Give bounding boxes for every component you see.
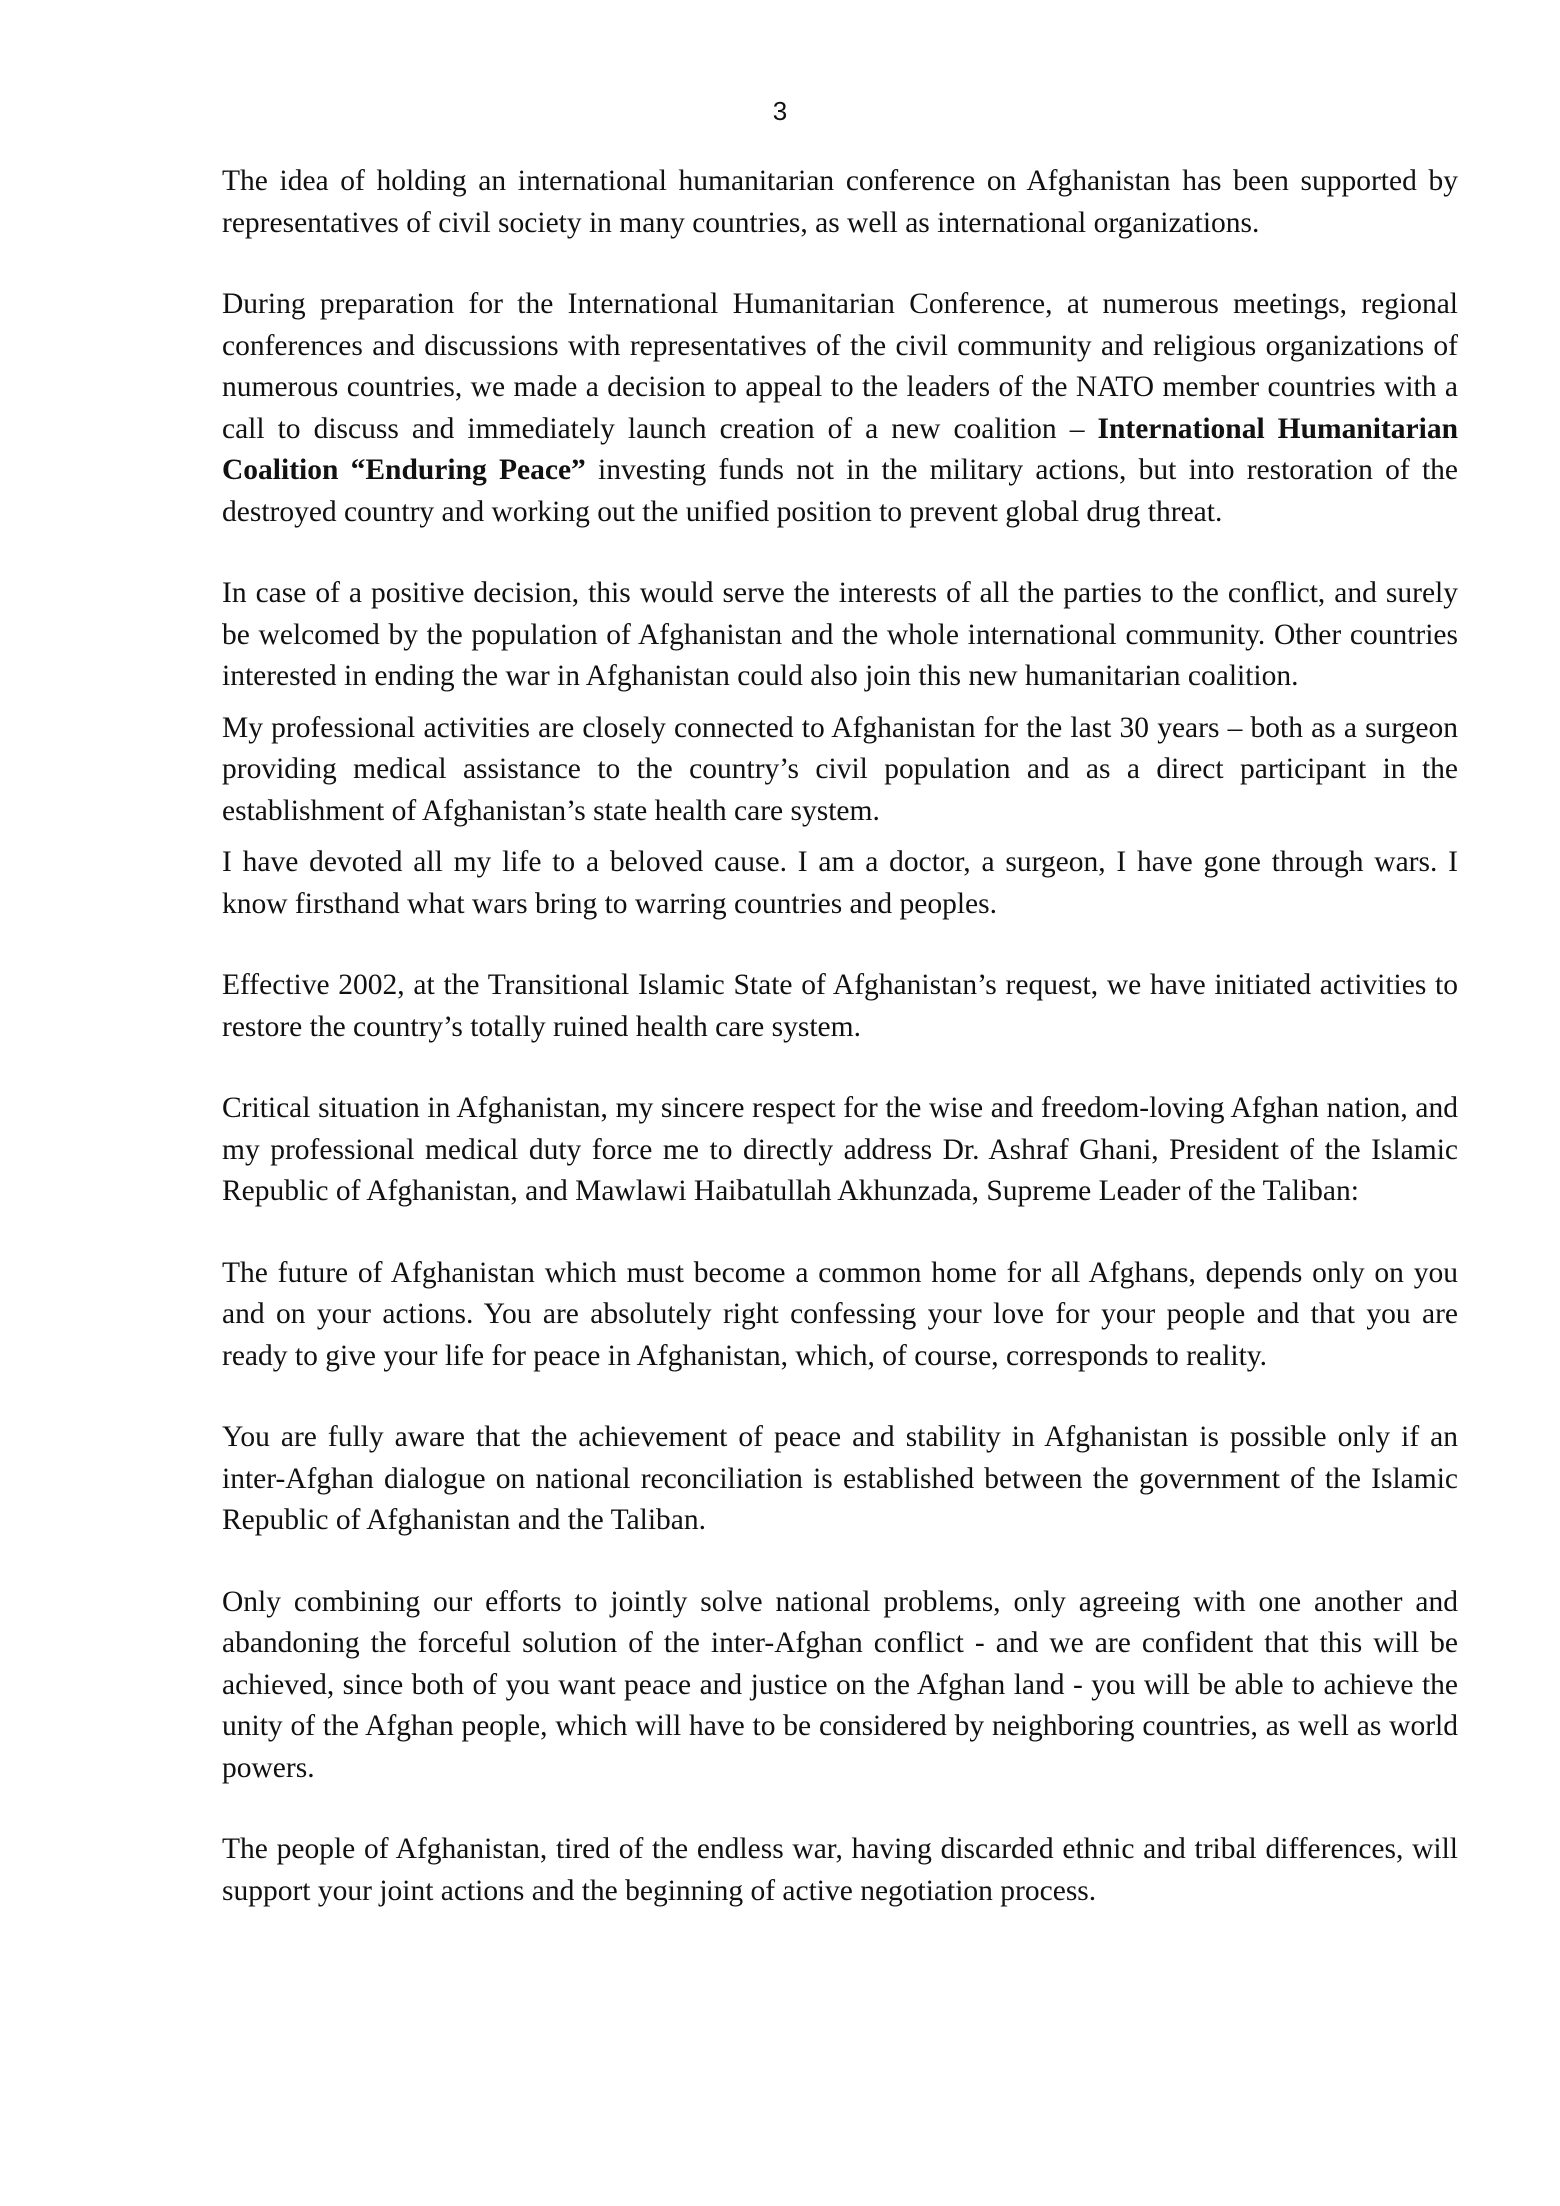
coalition-appeal-text-continued: investing funds not in the military actions, but into restoration of the destroyed country and working out the unified position to prevent global drug threat. <box>222 454 1459 528</box>
paragraph-devoted-life: I have devoted all my life to a beloved cause. I am a doctor, a surgeon, I have gone through wars. I know firsthand what wars bring to warring countries and peoples. <box>222 846 1458 920</box>
paragraph-positive-decision: In case of a positive decision, this would serve the interests of all the parties to the conflict, and surely be welcomed by the population of Afghanistan and the whole international community. Other countries interested in ending the war in Afghanistan could also join this new humanitarian coalition. <box>222 577 1458 692</box>
paragraph-conference-support: The idea of holding an international humanitarian conference on Afghanistan has been supported by representatives of civil society in many countries, as well as international organizations. <box>222 165 1458 239</box>
paragraph-coalition-appeal <box>222 284 1458 533</box>
paragraph-peace-stability: You are fully aware that the achievement of peace and stability in Afghanistan is possible only if an inter-Afghan dialogue on national reconciliation is established between the government of the Islamic Republic of Afghanistan and the Taliban. <box>222 1421 1458 1536</box>
paragraph-effective-2002: Effective 2002, at the Transitional Islamic State of Afghanistan’s request, we have initiated activities to restore the country’s totally ruined health care system. <box>222 969 1458 1043</box>
paragraph-people-of-afghanistan: The people of Afghanistan, tired of the endless war, having discarded ethnic and tribal differences, will support your joint actions and the beginning of active negotiation process. <box>222 1833 1458 1907</box>
page-number: 3 <box>772 96 788 126</box>
coalition-name: International Humanitarian Coalition “Enduring Peace” <box>222 412 1458 486</box>
coalition-appeal-text: During preparation for the International Humanitarian Conference, at numerous meetings, regional conferences and discussions with representatives of the civil community and religious organizations of numerous countries, we made a decision to appeal to the leaders of the NATO member countries with a call to discuss and immediately launch creation of a new coalition – <box>222 288 1458 445</box>
paragraph-professional-activities: My professional activities are closely connected to Afghanistan for the last 30 years – both as a surgeon providing medical assistance to the country’s civil population and as a direct participant in the establishment of Afghanistan’s state health care system. <box>222 711 1458 827</box>
paragraph-future-of-afghanistan: The future of Afghanistan which must become a common home for all Afghans, depends only on you and on your actions. You are absolutely right confessing your love for your people and that you are ready to give your life for peace in Afghanistan, which, of course, corresponds to reality. <box>222 1256 1458 1372</box>
letter-body <box>222 161 1458 1912</box>
paragraph-combining-efforts: Only combining our efforts to jointly solve national problems, only agreeing with one another and abandoning the forceful solution of the inter-Afghan conflict - and we are confident that this will be achieved, since both of you want peace and justice on the Afghan land - you will be able to achieve the unity of the Afghan people, which will have to be considered by neighboring countries, as well as world powers. <box>222 1585 1458 1784</box>
paragraph-critical-situation: Critical situation in Afghanistan, my sincere respect for the wise and freedom-loving Afghan nation, and my professional medical duty force me to directly address Dr. Ashraf Ghani, President of the Islamic Republic of Afghanistan, and Mawlawi Haibatullah Akhunzada, Supreme Leader of the Taliban: <box>222 1092 1458 1207</box>
